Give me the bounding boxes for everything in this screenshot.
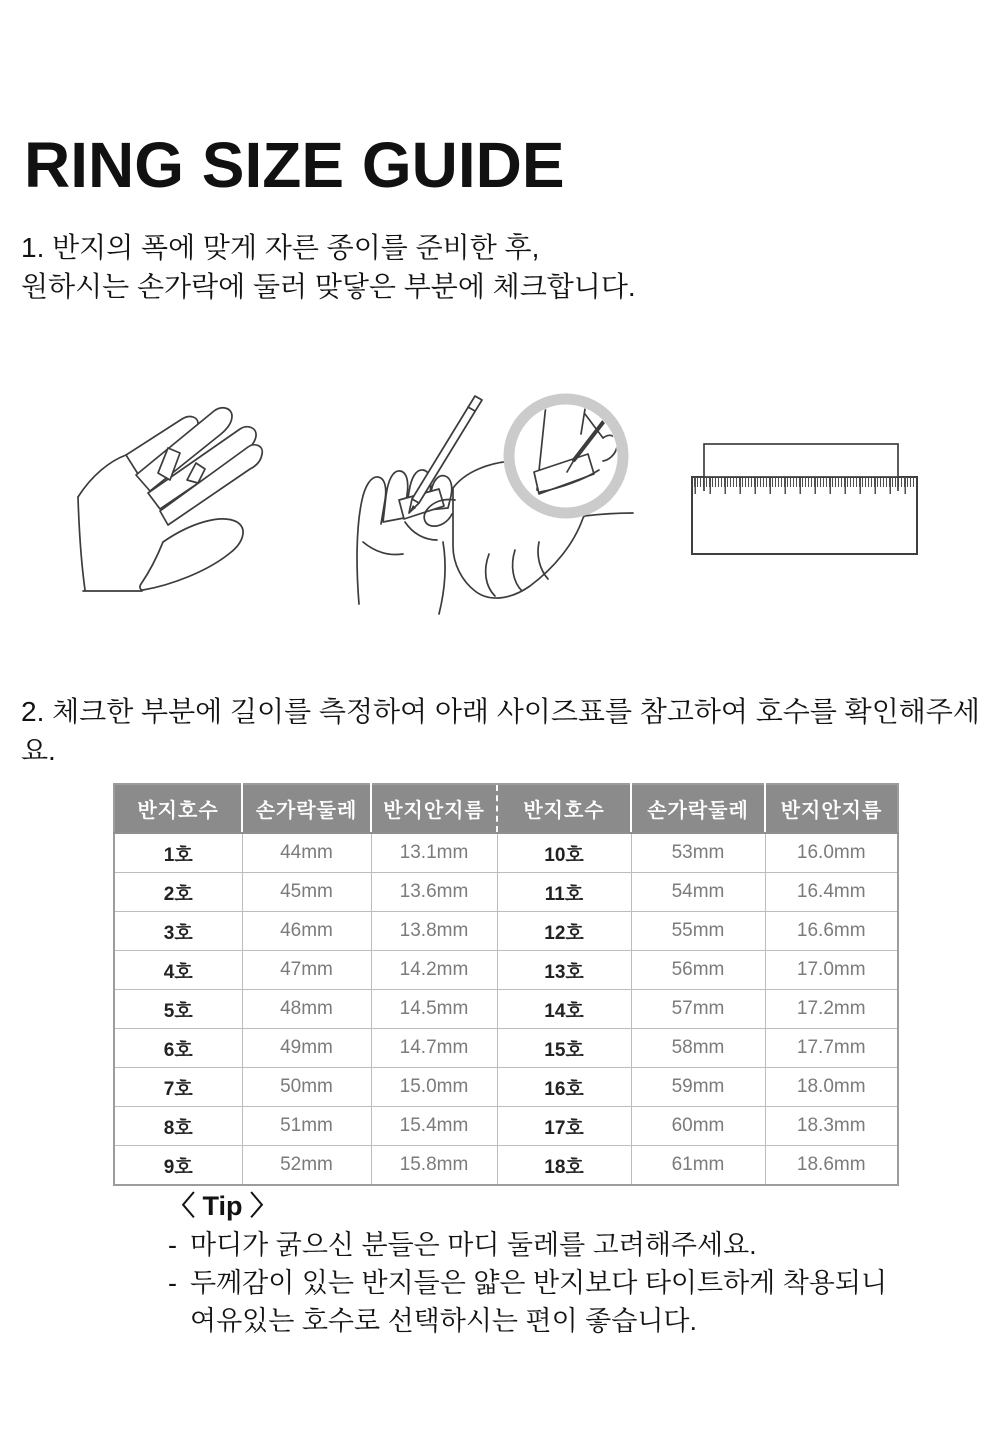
- circumference-cell: 59mm: [631, 1068, 765, 1107]
- diameter-cell: 14.7mm: [371, 1029, 497, 1068]
- circumference-cell: 61mm: [631, 1146, 765, 1186]
- diameter-cell: 16.4mm: [765, 873, 898, 912]
- tip-item: [168, 1264, 887, 1340]
- diameter-cell: 14.2mm: [371, 951, 497, 990]
- ring-size-cell: 6호: [114, 1029, 242, 1068]
- circumference-cell: 58mm: [631, 1029, 765, 1068]
- step1-text: [21, 228, 636, 306]
- hand-with-paper-strip-illustration: [62, 403, 275, 601]
- table-row: [114, 1068, 898, 1107]
- size-table-header: [114, 784, 898, 833]
- diameter-cell: 14.5mm: [371, 990, 497, 1029]
- header-finger-circumference: 손가락둘레: [242, 784, 371, 833]
- ring-size-cell: 16호: [497, 1068, 631, 1107]
- ring-size-cell: 3호: [114, 912, 242, 951]
- diameter-cell: 15.0mm: [371, 1068, 497, 1107]
- diameter-cell: 15.8mm: [371, 1146, 497, 1186]
- diameter-cell: 13.8mm: [371, 912, 497, 951]
- circumference-cell: 54mm: [631, 873, 765, 912]
- paper-strip-on-ruler-illustration: [690, 442, 919, 556]
- diameter-cell: 13.6mm: [371, 873, 497, 912]
- ring-size-cell: 9호: [114, 1146, 242, 1186]
- diameter-cell: 16.6mm: [765, 912, 898, 951]
- ring-size-cell: 8호: [114, 1107, 242, 1146]
- ring-size-cell: 1호: [114, 833, 242, 873]
- ring-size-cell: 11호: [497, 873, 631, 912]
- tip-title: 〈 Tip 〉: [168, 1191, 278, 1221]
- ring-size-cell: 15호: [497, 1029, 631, 1068]
- circumference-cell: 48mm: [242, 990, 371, 1029]
- table-row: [114, 990, 898, 1029]
- marking-strip-with-pen-illustration: [343, 392, 635, 618]
- header-inner-diameter: 반지안지름: [765, 784, 898, 833]
- ring-size-cell: 18호: [497, 1146, 631, 1186]
- ring-size-cell: 14호: [497, 990, 631, 1029]
- circumference-cell: 50mm: [242, 1068, 371, 1107]
- diameter-cell: 17.2mm: [765, 990, 898, 1029]
- table-row: [114, 912, 898, 951]
- diameter-cell: 13.1mm: [371, 833, 497, 873]
- circumference-cell: 51mm: [242, 1107, 371, 1146]
- diameter-cell: 16.0mm: [765, 833, 898, 873]
- step1-line1: 1. 반지의 폭에 맞게 자른 종이를 준비한 후,: [21, 232, 540, 263]
- circumference-cell: 60mm: [631, 1107, 765, 1146]
- table-row: [114, 833, 898, 873]
- ring-size-cell: 5호: [114, 990, 242, 1029]
- diameter-cell: 15.4mm: [371, 1107, 497, 1146]
- tip-item-line2: 여유있는 호수로 선택하시는 편이 좋습니다.: [190, 1306, 697, 1336]
- tip-section: [168, 1186, 887, 1340]
- circumference-cell: 56mm: [631, 951, 765, 990]
- size-table-body: [114, 833, 898, 1185]
- table-row: [114, 1107, 898, 1146]
- header-ring-size: 반지호수: [497, 784, 631, 833]
- circumference-cell: 49mm: [242, 1029, 371, 1068]
- ring-size-cell: 13호: [497, 951, 631, 990]
- ring-size-cell: 10호: [497, 833, 631, 873]
- circumference-cell: 46mm: [242, 912, 371, 951]
- ring-size-table: [113, 783, 899, 1186]
- magnifier-circle: [509, 399, 623, 513]
- step2-text: 2. 체크한 부분에 길이를 측정하여 아래 사이즈표를 참고하여 호수를 확인해주세요.: [21, 696, 980, 766]
- ring-size-cell: 7호: [114, 1068, 242, 1107]
- header-row: [114, 784, 898, 833]
- table-row: [114, 1029, 898, 1068]
- paper-strip: [704, 444, 898, 477]
- tip-item: [168, 1226, 887, 1264]
- step1-line2: 원하시는 손가락에 둘러 맞닿은 부분에 체크합니다.: [21, 271, 636, 302]
- diameter-cell: 17.7mm: [765, 1029, 898, 1068]
- circumference-cell: 44mm: [242, 833, 371, 873]
- tip-bullet: -: [168, 1230, 177, 1260]
- ring-size-cell: 4호: [114, 951, 242, 990]
- tip-bullet: -: [168, 1268, 177, 1298]
- diameter-cell: 18.0mm: [765, 1068, 898, 1107]
- circumference-cell: 57mm: [631, 990, 765, 1029]
- header-finger-circumference: 손가락둘레: [631, 784, 765, 833]
- table-row: [114, 951, 898, 990]
- page-title: RING SIZE GUIDE: [24, 129, 565, 201]
- ring-size-cell: 2호: [114, 873, 242, 912]
- diameter-cell: 18.3mm: [765, 1107, 898, 1146]
- tip-item-line1: 두께감이 있는 반지들은 얇은 반지보다 타이트하게 착용되니: [190, 1268, 888, 1298]
- circumference-cell: 47mm: [242, 951, 371, 990]
- circumference-cell: 53mm: [631, 833, 765, 873]
- tip-item-text: [190, 1264, 887, 1340]
- diameter-cell: 17.0mm: [765, 951, 898, 990]
- table-row: [114, 1146, 898, 1186]
- tip-item-text: 마디가 굵으신 분들은 마디 둘레를 고려해주세요.: [190, 1230, 757, 1260]
- header-inner-diameter: 반지안지름: [371, 784, 497, 833]
- ring-size-cell: 12호: [497, 912, 631, 951]
- ring-size-cell: 17호: [497, 1107, 631, 1146]
- diameter-cell: 18.6mm: [765, 1146, 898, 1186]
- table-row: [114, 873, 898, 912]
- circumference-cell: 55mm: [631, 912, 765, 951]
- circumference-cell: 52mm: [242, 1146, 371, 1186]
- header-ring-size: 반지호수: [114, 784, 242, 833]
- circumference-cell: 45mm: [242, 873, 371, 912]
